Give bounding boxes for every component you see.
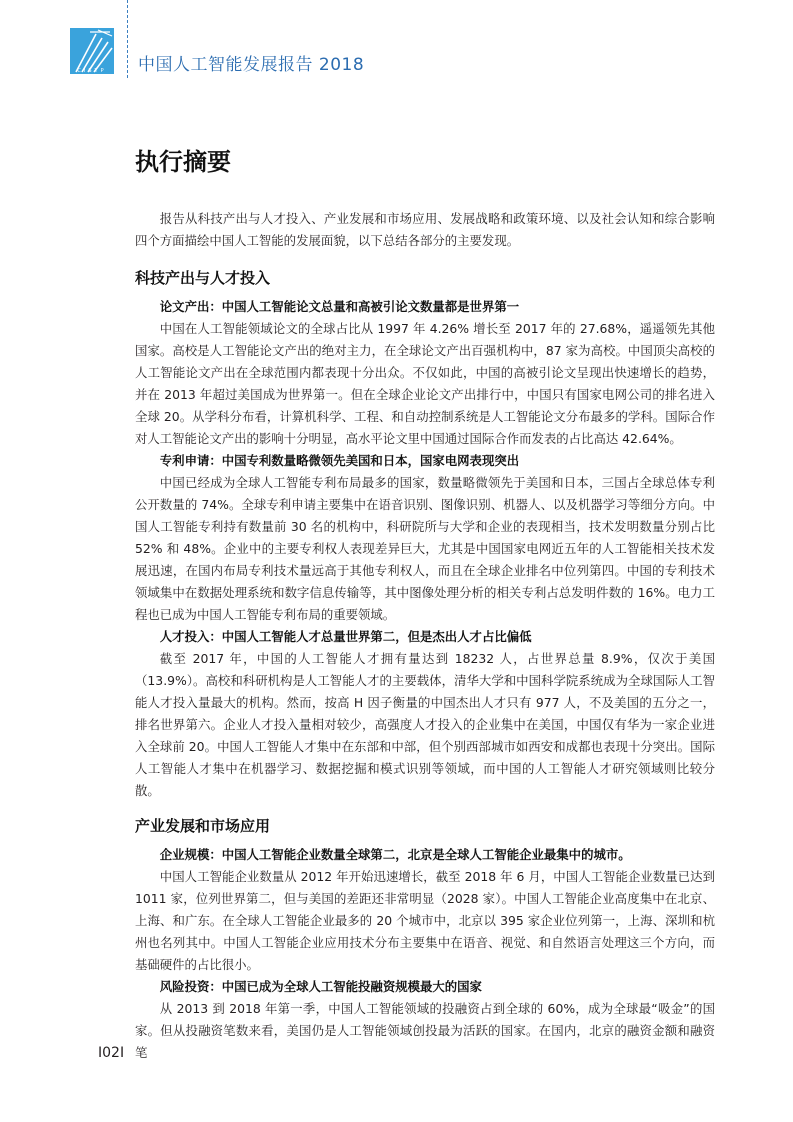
subheading-enterprise: 企业规模：中国人工智能企业数量全球第二，北京是全球人工智能企业最集中的城市。 (159, 847, 631, 862)
header-title: 中国人工智能发展报告 2018 (138, 55, 365, 75)
section-heading: 产业发展和市场应用 (135, 817, 271, 835)
page-number: I02I (98, 1045, 125, 1061)
main-content (135, 208, 715, 1064)
subheading-talent: 人才投入：中国人工智能人才总量世界第二，但是杰出人才占比偏低 (159, 629, 532, 644)
paragraph-papers: 中国在人工智能领域论文的全球占比从 1997 年 4.26% 增长至 2017 年的 27.68%，遥遥领先其他国家。高校是人工智能论文产出的绝对主力，在全球论文产出百强机构中，87 家为高校。中国顶尖高校的人工智能论文产出在全球范围内都表现十分出众。不仅如此，中国的高被引论文呈现出快速增长的趋势，并在 2013 年超过美国成为世界第一。但在全球企业论文产出排行中，中国只有国家电网公司的排名进入全球 20。从学科分布看，计算机科学、工程、和自动控制系统是人工智能论文分布最多的学科。国际合作对人工智能论文产出的影响十分明显，高水平论文里中国通过国际合作而发表的占比高达 42.64%。 (135, 321, 715, 446)
section-industry-market (135, 812, 715, 1064)
page-header (0, 0, 793, 90)
subheading-papers: 论文产出：中国人工智能论文总量和高被引论文数量都是世界第一 (159, 299, 520, 314)
page-title: 执行摘要 (135, 148, 231, 176)
subheading-patents: 专利申请：中国专利数量略微领先美国和日本，国家电网表现突出 (159, 453, 520, 468)
header-dashed-divider (127, 0, 128, 78)
paragraph-patents: 中国已经成为全球人工智能专利布局最多的国家，数量略微领先于美国和日本，三国占全球总体专利公开数量的 74%。全球专利申请主要集中在语音识别、图像识别、机器人、以及机器学习等细分方向。中国人工智能专利持有数量前 30 名的机构中，科研院所与大学和企业的表现相当，技术发明数量分别占比 52% 和 48%。企业中的主要专利权人表现差异巨大，尤其是中国国家电网近五年的人工智能相关技术发展迅速，在国内布局专利技术量远高于其他专利权人，而且在全球企业排名中位列第四。中国的专利技术领域集中在数据处理系统和数字信息传输等，其中图像处理分析的相关专利占总发明件数的 16%。电力工程也已成为中国人工智能专利布局的重要领域。 (135, 475, 715, 622)
intro-paragraph: 报告从科技产出与人才投入、产业发展和市场应用、发展战略和政策环境、以及社会认知和综合影响四个方面描绘中国人工智能的发展面貌，以下总结各部分的主要发现。 (135, 211, 715, 248)
section-heading: 科技产出与人才投入 (135, 269, 271, 287)
subheading-venture: 风险投资：中国已成为全球人工智能投融资规模最大的国家 (159, 979, 482, 994)
logo-text: CISTP (77, 68, 107, 74)
paragraph-enterprise: 中国人工智能企业数量从 2012 年开始迅速增长，截至 2018 年 6 月，中国人工智能企业数量已达到 1011 家，位列世界第二，但与美国的差距还非常明显（2028 家）。中国人工智能企业高度集中在北京、上海、和广东。在全球人工智能企业最多的 20 个城市中，北京以 395 家企业位列第一，上海、深圳和杭州也名列其中。中国人工智能企业应用技术分布主要集中在语音、视觉、和自然语言处理这三个方向，而基础硬件的占比很小。 (135, 869, 715, 972)
section-tech-talent (135, 264, 715, 802)
paragraph-talent: 截至 2017 年，中国的人工智能人才拥有量达到 18232 人，占世界总量 8.9%，仅次于美国（13.9%）。高校和科研机构是人工智能人才的主要载体，清华大学和中国科学院系统成为全球国际人工智能人才投入量最大的机构。然而，按高 H 因子衡量的中国杰出人才只有 977 人，不及美国的五分之一，排名世界第六。企业人才投入量相对较少，高强度人才投入的企业集中在美国，中国仅有华为一家企业进入全球前 20。中国人工智能人才集中在东部和中部，但个别西部城市如西安和成都也表现十分突出。国际人工智能人才集中在机器学习、数据挖掘和模式识别等领域，而中国的人工智能人才研究领域则比较分散。 (135, 651, 715, 798)
paragraph-venture: 从 2013 到 2018 年第一季，中国人工智能领域的投融资占到全球的 60%，成为全球最“吸金”的国家。但从投融资笔数来看，美国仍是人工智能领域创投最为活跃的国家。在国内，北京的融资金额和融资笔 (135, 1001, 715, 1060)
